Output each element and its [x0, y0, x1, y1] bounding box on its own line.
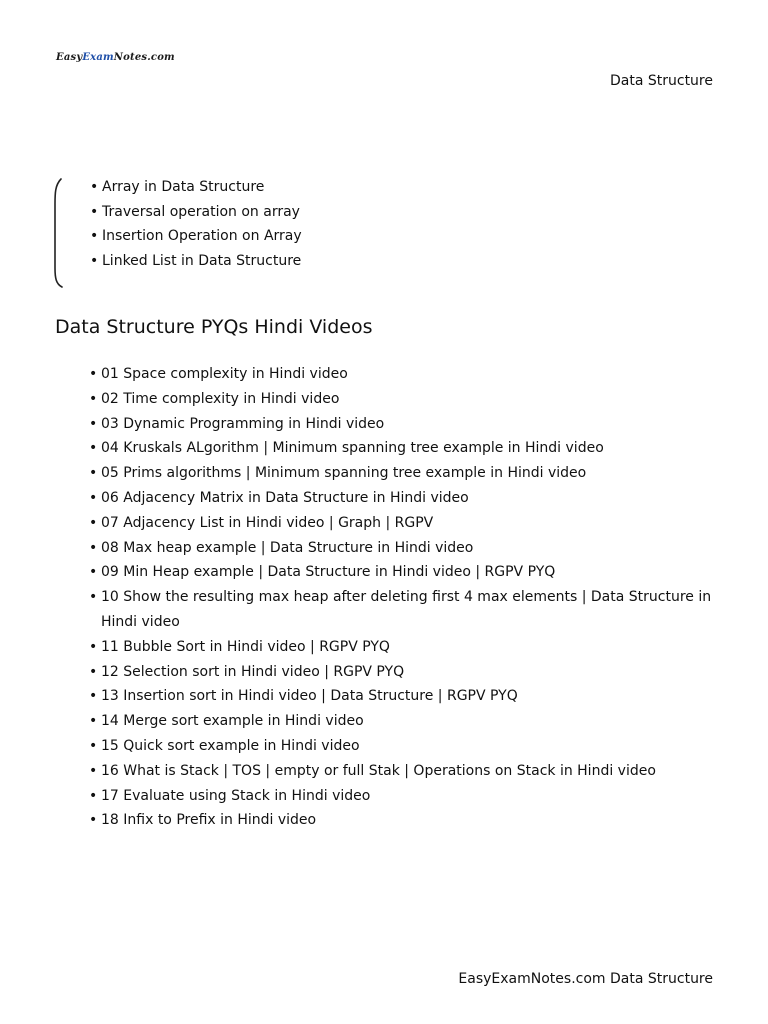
video-link[interactable]: • 16 What is Stack | TOS | empty or full Stak | Operations on Stack in Hindi video: [89, 759, 719, 784]
logo-prefix: Easy: [56, 52, 83, 63]
header-title: Data Structure: [609, 73, 713, 89]
video-list: [89, 362, 719, 833]
related-link-array[interactable]: • Array in Data Structure: [90, 175, 302, 200]
related-links-list: [90, 175, 302, 274]
video-link[interactable]: • 05 Prims algorithms | Minimum spanning tree example in Hindi video: [89, 461, 719, 486]
footer-text: EasyExamNotes.com Data Structure: [458, 971, 713, 987]
logo-suffix: Notes.com: [113, 52, 175, 63]
site-logo[interactable]: [56, 52, 175, 63]
video-link[interactable]: • 18 Infix to Prefix in Hindi video: [89, 808, 719, 833]
video-link[interactable]: • 07 Adjacency List in Hindi video | Graph | RGPV: [89, 511, 719, 536]
video-link[interactable]: • 14 Merge sort example in Hindi video: [89, 709, 719, 734]
video-link[interactable]: • 10 Show the resulting max heap after deleting first 4 max elements | Data Structure in Hindi video: [89, 585, 719, 635]
video-link[interactable]: • 03 Dynamic Programming in Hindi video: [89, 412, 719, 437]
video-link[interactable]: • 12 Selection sort in Hindi video | RGPV PYQ: [89, 660, 719, 685]
logo-accent: Exam: [82, 52, 114, 63]
video-link[interactable]: • 09 Min Heap example | Data Structure in Hindi video | RGPV PYQ: [89, 560, 719, 585]
related-link-linked-list[interactable]: • Linked List in Data Structure: [90, 249, 302, 274]
video-link[interactable]: • 13 Insertion sort in Hindi video | Data Structure | RGPV PYQ: [89, 684, 719, 709]
related-link-traversal[interactable]: • Traversal operation on array: [90, 200, 302, 225]
video-link[interactable]: • 02 Time complexity in Hindi video: [89, 387, 719, 412]
video-link[interactable]: • 04 Kruskals ALgorithm | Minimum spanning tree example in Hindi video: [89, 436, 719, 461]
video-link[interactable]: • 11 Bubble Sort in Hindi video | RGPV PYQ: [89, 635, 719, 660]
bracket-decoration: [52, 176, 68, 290]
video-link[interactable]: • 17 Evaluate using Stack in Hindi video: [89, 784, 719, 809]
video-link[interactable]: • 15 Quick sort example in Hindi video: [89, 734, 719, 759]
section-heading: Data Structure PYQs Hindi Videos: [55, 316, 373, 338]
related-link-insertion[interactable]: • Insertion Operation on Array: [90, 224, 302, 249]
video-link[interactable]: • 08 Max heap example | Data Structure in Hindi video: [89, 536, 719, 561]
video-link[interactable]: • 01 Space complexity in Hindi video: [89, 362, 719, 387]
video-link[interactable]: • 06 Adjacency Matrix in Data Structure in Hindi video: [89, 486, 719, 511]
